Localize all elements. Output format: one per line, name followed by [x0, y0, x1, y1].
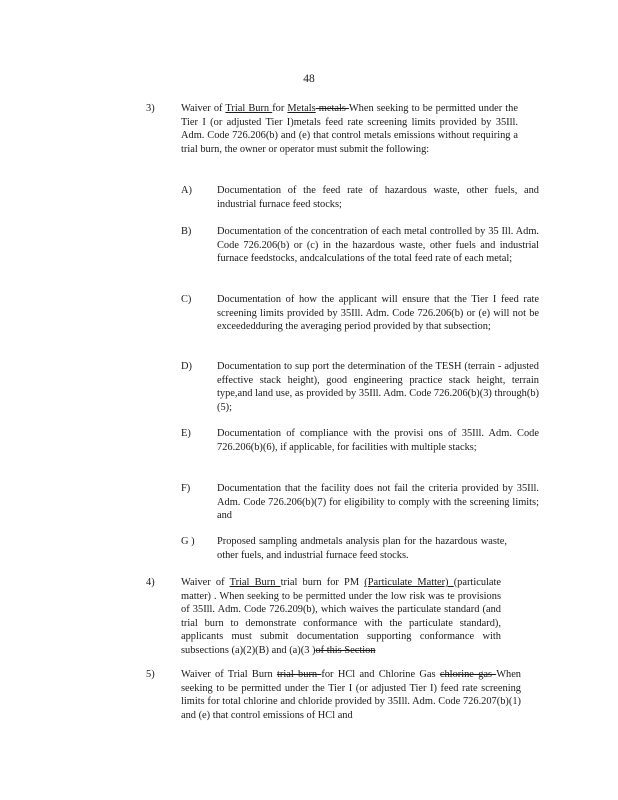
item-body: Waiver of Trial Burn trial burn for HCl and Chlorine Gas chlorine gas When seeking to be permitted under the Tier I (or adjusted Tier I) feed rate screening limits for total chlorine and chloride provided by 35Ill. Adm. Code 726.207(b)(1) and (e) that control emissions of HCl and: [181, 669, 521, 721]
item-label: 5): [146, 669, 155, 680]
subitem-label: B): [181, 226, 192, 237]
subitem-label: F): [181, 483, 191, 494]
item-body: Waiver of Trial Burn trial burn for PM (Particulate Matter) (particulate matter) . When seeking to be permitted under the low risk was te provisions of 35Ill. Adm. Code 726.209(b), which waives the particulate standard (and trial burn to demonstrate conformance with the particulate standard), applicants must submit documentation supporting conformance with subsections (a)(2)(B) and (a)(3 )of this Section: [181, 577, 502, 656]
subitem-body: Documentation of the feed rate of hazardous waste, other fuels, and industrial furnace feed stocks;: [217, 185, 539, 210]
subitem-body: Documentation of the concentration of each metal controlled by 35 Ill. Adm. Code 726.206(b) or (c) in the hazardous waste, other fuels and industrial furnace feedstocks, andcalculations of the total feed rate of each metal;: [217, 226, 539, 265]
subitem-body: Documentation to sup port the determination of the TESH (terrain - adjusted effective stack height), good engineering practice stack height, terrain type,and land use, as provided by 35Ill. Adm. Code 726.206(b)(3) through(b)(5);: [217, 361, 539, 413]
subitem-label: E): [181, 428, 191, 439]
subitem-body: Proposed sampling andmetals analysis plan for the hazardous waste, other fuels, and industrial furnace feed stocks.: [217, 536, 507, 561]
subitem-body: Documentation of how the applicant will ensure that the Tier I feed rate screening limits provided by 35Ill. Adm. Code 726.206(b) or (e) will not be exceededduring the averaging period provided by that subsection;: [217, 294, 539, 333]
subitem-label: G ): [181, 536, 195, 547]
item-label: 4): [146, 577, 155, 588]
item-body: Waiver of Trial Burn for Metals metals When seeking to be permitted under the Tier I (or adjusted Tier I)metals feed rate screening limits provided by 35Ill. Adm. Code 726.206(b) and (e) that control metals emissions without requiring a trial burn, the owner or operator must submit the following:: [181, 103, 518, 155]
page-number: 48: [303, 73, 315, 85]
subitem-body: Documentation that the facility does not fail the criteria provided by 35Ill. Adm. Code 726.206(b)(7) for eligibility to comply with the screening limits; and: [217, 483, 539, 522]
subitem-label: C): [181, 294, 192, 305]
item-label: 3): [146, 103, 155, 114]
subitem-body: Documentation of compliance with the provisi ons of 35Ill. Adm. Code 726.206(b)(6), if applicable, for facilities with multiple stacks;: [217, 428, 539, 453]
subitem-label: A): [181, 185, 192, 196]
subitem-label: D): [181, 361, 192, 372]
